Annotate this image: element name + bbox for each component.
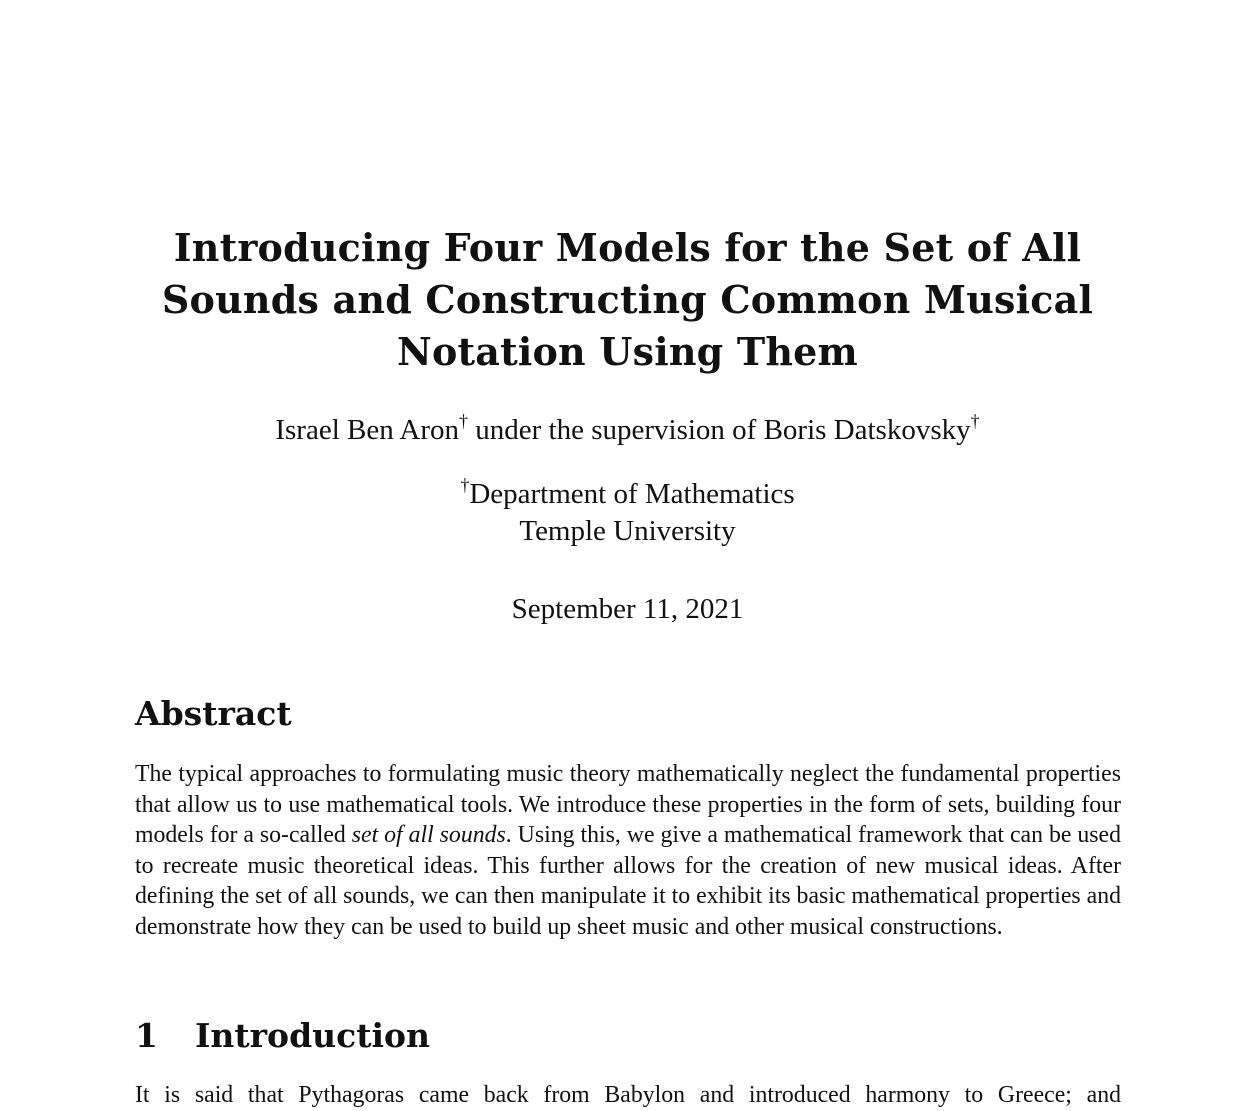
university-name: Temple University xyxy=(519,515,736,547)
paper-date: September 11, 2021 xyxy=(511,593,744,625)
author-name: Israel Ben Aron xyxy=(275,414,459,446)
abstract-text xyxy=(135,759,1121,942)
abstract-heading: Abstract xyxy=(135,694,292,733)
department-line xyxy=(135,476,1120,513)
affiliation-block xyxy=(135,476,1120,550)
supervisor-name: Boris Datskovsky xyxy=(763,414,971,446)
abstract-italic-term: set of all sounds xyxy=(351,822,506,848)
affiliation-mark: † xyxy=(970,411,980,431)
section-number: 1 xyxy=(135,1016,158,1055)
abstract-text-part: . Using this, we give a mathematical framework that can be used to recreate music theoretical ideas. This further allows for the creation of new musical ideas. After defining the set of all sounds, we can then manipulate it to exhibit its basic mathematical properties and demonstrate how they can be used to build up sheet music and other musical constructions. xyxy=(135,822,1121,940)
affiliation-mark: † xyxy=(458,411,468,431)
intro-paragraph: It is said that Pythagoras came back from Babylon and introduced harmony to Greece; and xyxy=(135,1082,1121,1108)
paper-title: Introducing Four Models for the Set of All Sounds and Constructing Common Musical Notation Using Them xyxy=(161,225,1094,374)
affiliation-mark: † xyxy=(460,475,470,495)
author-line xyxy=(135,412,1120,448)
department-name: Department of Mathematics xyxy=(469,478,795,510)
abstract-text-part: The typical approaches to formulating music theory mathematically neglect the fundamental properties that allow us to use mathematical tools. We introduce these properties in the form of sets, building four models for a so-called xyxy=(135,761,1121,848)
section-heading xyxy=(135,1014,430,1058)
author-connector: under the supervision of xyxy=(467,414,764,446)
section-title: Introduction xyxy=(195,1016,431,1055)
